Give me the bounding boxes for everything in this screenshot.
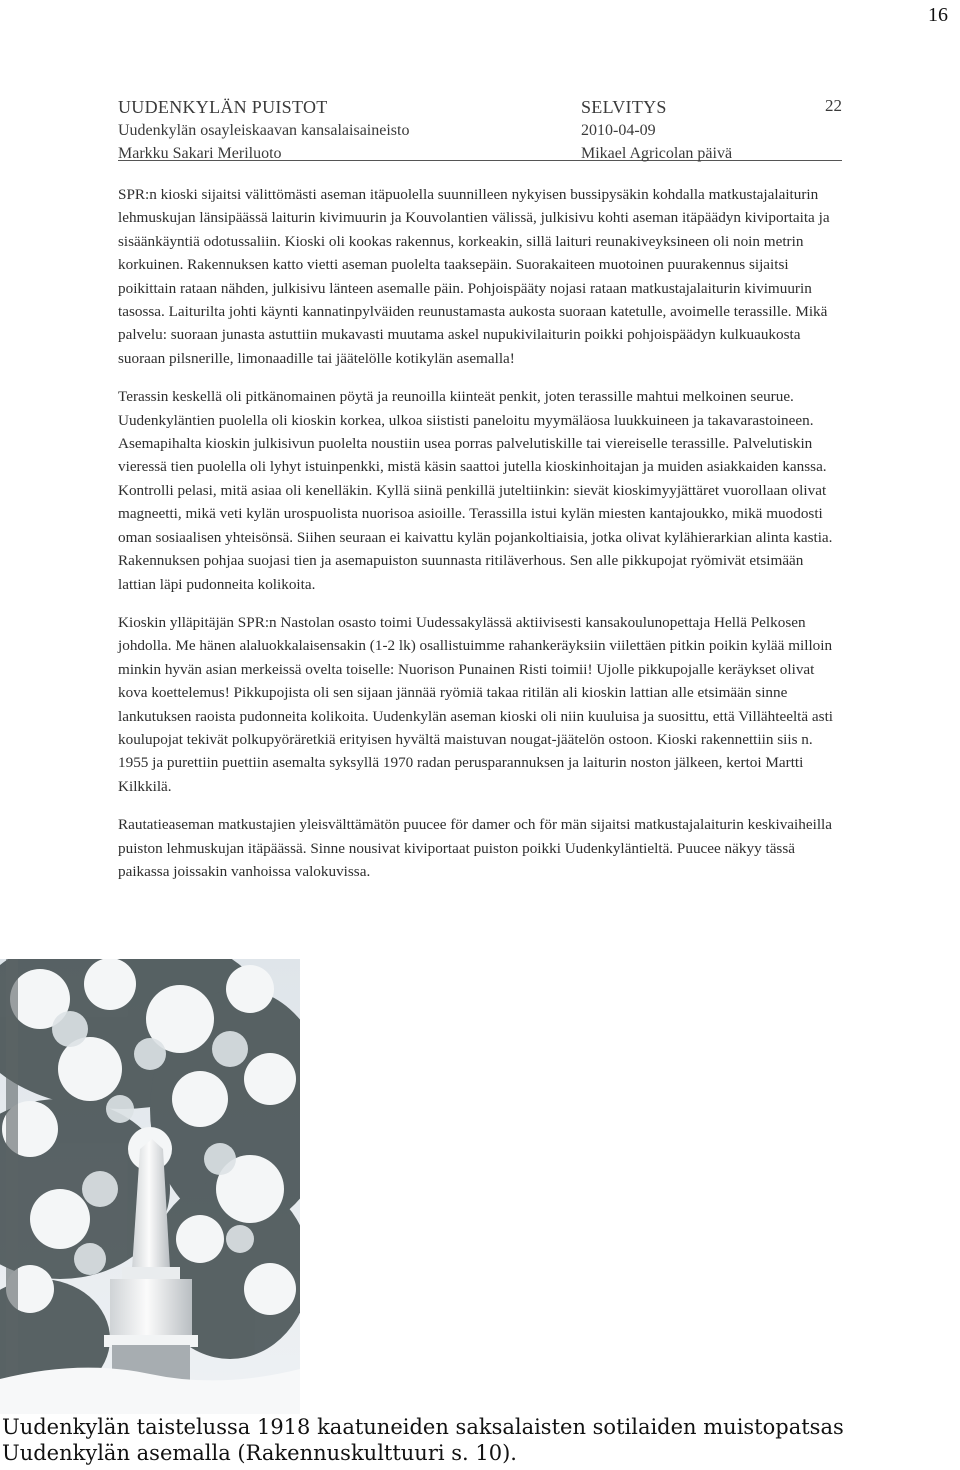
paragraph-puucee: Rautatieaseman matkustajien yleisvälttämätön puucee för damer och för män sijaitsi matkustajalaiturin keskivaiheilla puiston lehmuskujan itäpäässä. Sinne nousivat kiviportaat puiston poikki Uudenkyläntieltä. Puucee näkyy tässä paikassa joissakin vanhoissa valokuvissa. — [118, 816, 833, 880]
header-day-name: Mikael Agricolan päivä — [581, 145, 733, 162]
memorial-photo — [0, 959, 300, 1414]
header-subtitle: Uudenkylän osayleiskaavan kansalaisaineisto — [118, 122, 410, 139]
header-date: 2010-04-09 — [581, 122, 656, 139]
header-author: Markku Sakari Meriluoto — [118, 145, 282, 162]
page-number: 16 — [928, 4, 948, 26]
photo-caption: Uudenkylän taistelussa 1918 kaatuneiden saksalaisten sotilaiden muistopatsas Uudenkylän asemalla (Rakennuskulttuuri s. 10). — [2, 1415, 844, 1465]
header-right-block — [581, 96, 732, 165]
paragraph-kiosk-location: SPR:n kioski sijaitsi välittömästi aseman itäpuolella suunnilleen nykyisen bussipysäkin kohdalla matkustajalaiturin lehmuskujan länsipäässä laiturin kivimuurin ja Kouvolantien välissä, julkisivu kohti aseman itäpäädyn kiviportaita ja sisäänkäyntiä odotussaliin. Kioski oli kookas rakennus, korkeakin, sillä laituri reunakiveyksineen oli noin metrin korkuinen. Rakennuksen katto vietti aseman puolelta taaksepäin. Suorakaiteen muotoinen puurakennus sijaitsi poikittain rataan nähden, julkisivu länteen asemalle päin. Pohjoispääty nojasi rataan matkustajalaiturin kivimuurin tasossa. Laiturilta johti käynti kannatinpylväiden reunustamasta aukosta suoraan katetulle, avoimelle terassille. Mikä palvelu: suoraan junasta astuttiin mukavasti muutama askel nupukivilaiturin poikki pohjoispäädyn kulkuaukosta suoraan pilsnerille, limonaadille tai jäätelölle kotikylän asemalla! — [118, 186, 830, 367]
paragraph-terrace: Terassin keskellä oli pitkänomainen pöytä ja reunoilla kiinteät penkit, joten terassille mahtui melkoinen seurue. Uudenkyläntien puolella oli kioskin korkea, ulkoa siististi paneloitu myymäläosa luukkuineen ja takavarastoineen. Asemapihalta kioskin julkisivun puolelta noustiin usea porras palvelutiskille tai viereiselle terassille. Palvelutiskin vieressä tien puolella oli lyhyt istuinpenkki, mistä käsin saattoi jutella kioskinhoitajan ja muiden asiakkaiden kanssa. Kontrolli pelasi, mitä asiaa oli kenelläkin. Kyllä siinä penkillä juteltiinkin: sievät kioskimyyjättäret vuorollaan olivat magneetti, mikä veti kylän urospuolista nuorisoa asioille. Terassilla istui kylän miesten kantajoukko, mikä muodosti oman sosiaalisen yhteisönsä. Siihen seuraan ei kaivattu kylän pojankoltiaisia, jotka olivat kylähierarkian alinta kastia. Rakennuksen pohjaa suojasi tien ja asemapuiston suunnasta ritiläverhous. Sen alle pikkupojat ryömivät etsimään lattian läpi pudonneita kolikoita. — [118, 388, 833, 593]
paragraph-spr-nastola: Kioskin ylläpitäjän SPR:n Nastolan osasto toimi Uudessakylässä aktiivisesti kansakoulunopettaja Hellä Pelkosen johdolla. Me hänen alaluokkalaisensakin (1-2 lk) osallistuimme rahankeräyksiin viilettäen pitkin poikin kylää milloin minkin hyvän asian merkeissä ovelta toiselle: Nuorison Punainen Risti toimii! Ujolle pikkupojalle keräykset olivat kova koettelemus! Pikkupojista oli sen sijaan jännää ryömiä takaa ritilän ali kioskin lattian alle etsimään sinne lankutuksen raoista pudonneita kolikoita. Uudenkylän aseman kioski oli niin kuuluisa ja suosittu, että Villähteeltä asti koulupojat tekivät polkupyöräretkiä erityisen hyvältä maistuvan nougat-jäätelön ostoon. Kioski rakennettiin siis n. 1955 ja purettiin puettiin asemalta syksyllä 1970 radan perusparannuksen ja laiturin noston jälkeen, kertoi Martti Kilkkilä. — [118, 613, 834, 795]
body-text — [118, 183, 842, 898]
header-page-number: 22 — [825, 96, 842, 115]
header-project-title: UUDENKYLÄN PUISTOT — [118, 97, 328, 117]
header-doc-type: SELVITYS — [581, 97, 667, 117]
header-left-block — [118, 96, 409, 165]
document-header — [118, 96, 842, 161]
